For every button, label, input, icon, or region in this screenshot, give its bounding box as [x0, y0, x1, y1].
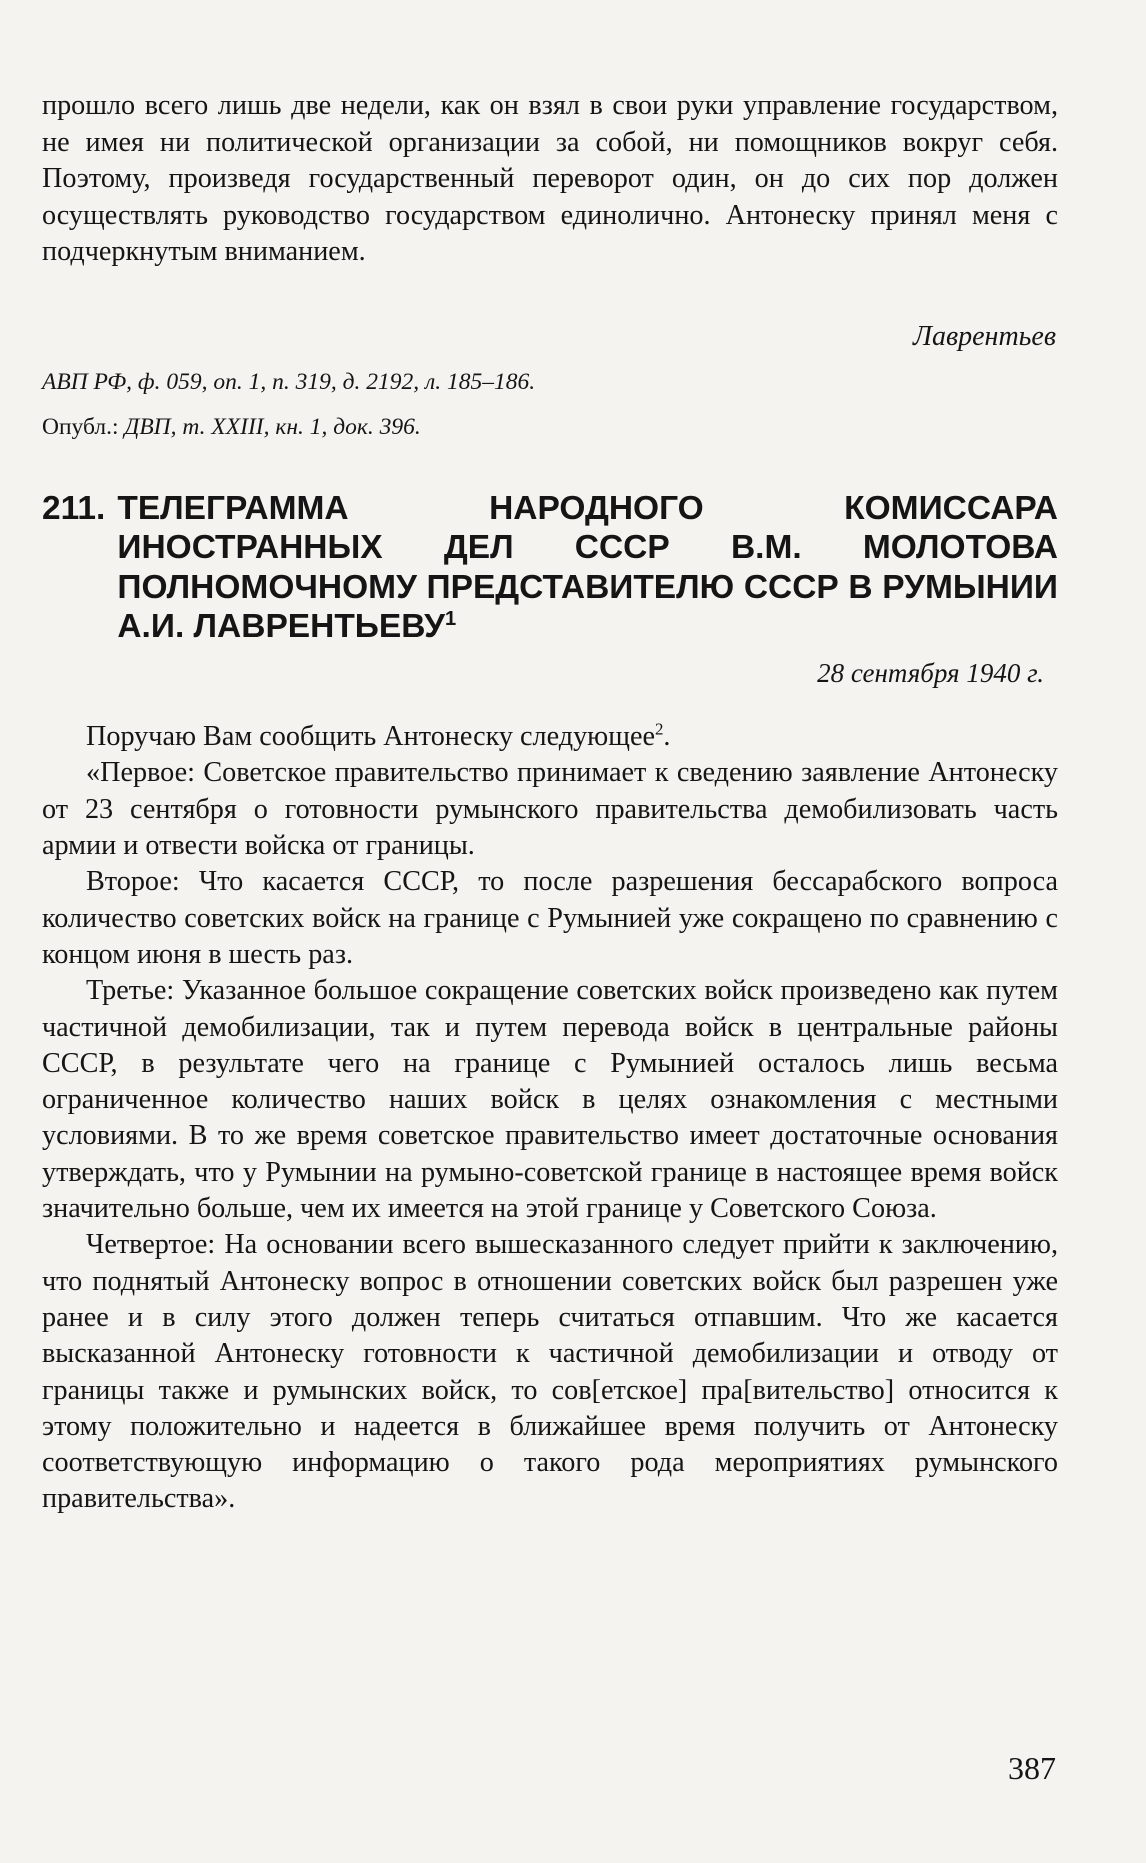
body-paragraph: Четвертое: На основании всего вышесказанного следует прийти к заключению, что поднятый Антонеску вопрос в отношении советских войск был разрешен уже ранее и в силу этого должен теперь считаться отпавшим. Что же касается высказанной Антонеску готовности к частичной демобилизации и отводу от границы также и румынских войск, то сов[етское] пра[вительство] относится к этому положительно и надеется в ближайшее время получить от Антонеску соответствующую информацию о такого рода мероприятиях румынского правительства».: [42, 1229, 1058, 1515]
intro-paragraph: прошло всего лишь две недели, как он взял в свои руки управление государством, не имея ни политической организации за собой, ни помощников вокруг себя. Поэтому, произведя государственный переворот один, он до сих пор должен осуществлять руководство государством единолично. Антонеску принял меня с подчеркнутым вниманием.: [42, 90, 1058, 268]
archive-reference: АВП РФ, ф. 059, оп. 1, п. 319, д. 2192, л. 185–186.: [42, 368, 536, 395]
document-body: [42, 719, 1058, 1518]
document-title: [117, 489, 1058, 646]
body-paragraph-text: Поручаю Вам сообщить Антонеску следующее: [86, 721, 655, 753]
document-number: 211.: [42, 489, 106, 527]
body-paragraph: Третье: Указанное большое сокращение советских войск произведено как путем частичной демобилизации, так и путем перевода войск в центральные районы СССР, в результате чего на границе с Румынией осталось лишь весьма ограниченное количество наших войск в целях ознакомления с местными условиями. В то же время советское правительство имеет достаточные основания утверждать, что у Румынии на румыно-советской границе в настоящее время войск значительно больше, чем их имеется на этой границе у Советского Союза.: [42, 975, 1058, 1225]
body-paragraph: Второе: Что касается СССР, то после разрешения бессарабского вопроса количество советских войск на границе с Румынией уже сокращено по сравнению с концом июня в шесть раз.: [42, 866, 1058, 970]
page-number: 387: [1008, 1750, 1056, 1786]
signature: Лаврентьев: [913, 320, 1056, 352]
document-date: 28 сентября 1940 г.: [817, 658, 1044, 689]
publication-reference: [42, 414, 1058, 441]
document-title-text: ТЕЛЕГРАММА НАРОДНОГО КОМИССАРА ИНОСТРАННЫХ ДЕЛ СССР В.М. МОЛОТОВА ПОЛНОМОЧНОМУ ПРЕДСТАВИТЕЛЮ СССР В РУМЫНИИ А.И. ЛАВРЕНТЬЕВУ: [117, 489, 1058, 645]
document-page: [42, 88, 1058, 1518]
publication-label: Опубл.:: [42, 413, 119, 440]
body-paragraph: [42, 719, 1058, 755]
body-paragraph-end: .: [663, 721, 671, 753]
body-paragraph: «Первое: Советское правительство принимает к сведению заявление Антонеску от 23 сентября о готовности румынского правительства демобилизовать часть армии и отвести войска от границы.: [42, 757, 1058, 862]
footnote-marker: 2: [654, 719, 664, 739]
document-heading: [42, 489, 1058, 646]
footnote-marker: 1: [444, 607, 457, 630]
publication-source: ДВП, т. XXIII, кн. 1, док. 396.: [124, 413, 421, 440]
